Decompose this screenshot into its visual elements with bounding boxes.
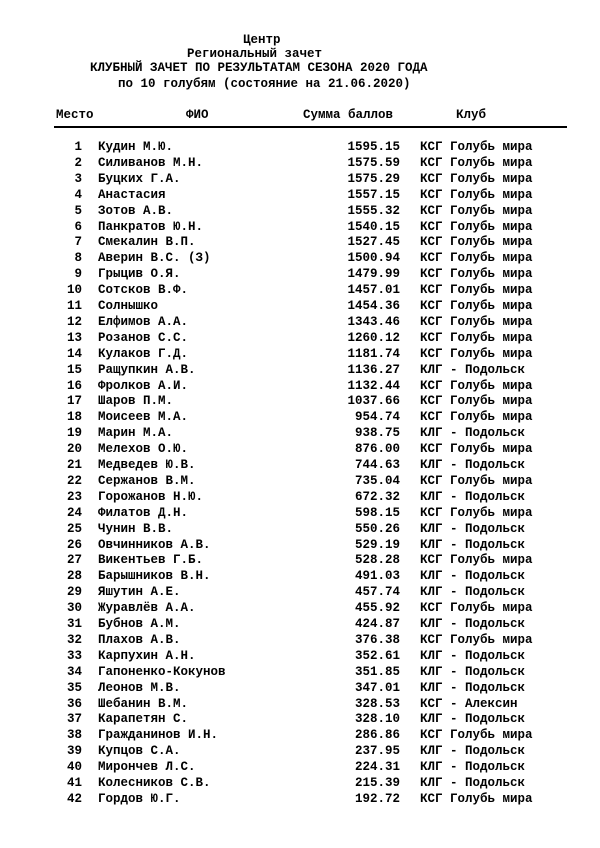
row-place: 11 bbox=[66, 299, 82, 313]
row-club: КСГ Голубь мира bbox=[420, 219, 533, 234]
row-score: 1575.59 bbox=[347, 155, 400, 170]
row-club: КЛГ - Подольск bbox=[420, 680, 526, 695]
row-name: Купцов С.А. bbox=[98, 744, 181, 759]
row-club: КСГ Голубь мира bbox=[420, 171, 533, 186]
row-name: Аверин В.С. (З) bbox=[98, 251, 211, 266]
header-center: Центр bbox=[243, 33, 281, 47]
row-place: 30 bbox=[66, 601, 82, 616]
row-score: 1132.44 bbox=[347, 378, 400, 393]
table-row bbox=[0, 553, 600, 569]
row-place: 41 bbox=[66, 776, 82, 790]
row-club: КСГ Голубь мира bbox=[420, 346, 533, 361]
row-name: Яшутин А.Е. bbox=[98, 585, 181, 600]
row-place: 9 bbox=[74, 267, 82, 282]
row-club: КСГ Голубь мира bbox=[420, 140, 533, 154]
column-header-club: Клуб bbox=[456, 108, 487, 122]
row-club: КЛГ - Подольск bbox=[420, 537, 526, 552]
header-subtitle: по 10 голубям (состояние на 21.06.2020) bbox=[118, 77, 411, 91]
row-name: Горожанов Н.Ю. bbox=[98, 489, 204, 504]
table-row bbox=[0, 156, 600, 172]
table-row bbox=[0, 601, 600, 617]
row-club: КЛГ - Подольск bbox=[420, 585, 526, 600]
row-name: Барышников В.Н. bbox=[98, 569, 211, 584]
table-row bbox=[0, 220, 600, 236]
row-club: КЛГ - Подольск bbox=[420, 521, 526, 536]
table-row bbox=[0, 665, 600, 681]
table-row bbox=[0, 728, 600, 744]
row-name: Фролков А.И. bbox=[98, 378, 189, 393]
row-score: 347.01 bbox=[354, 680, 400, 695]
row-place: 26 bbox=[66, 537, 82, 552]
row-name: Зотов А.В. bbox=[98, 203, 174, 218]
row-score: 352.61 bbox=[354, 648, 400, 663]
table-row bbox=[0, 538, 600, 554]
row-name: Мирончев Л.С. bbox=[98, 760, 196, 775]
row-place: 2 bbox=[74, 155, 82, 170]
table-row bbox=[0, 363, 600, 379]
row-score: 1454.36 bbox=[347, 299, 400, 313]
header-title: КЛУБНЫЙ ЗАЧЕТ ПО РЕЗУЛЬТАТАМ СЕЗОНА 2020 ГОДА bbox=[90, 61, 428, 75]
row-place: 1 bbox=[74, 140, 82, 154]
table-row bbox=[0, 712, 600, 728]
row-place: 24 bbox=[66, 505, 82, 520]
row-club: КСГ Голубь мира bbox=[420, 442, 533, 457]
row-name: Викентьев Г.Б. bbox=[98, 553, 204, 568]
row-club: КСГ Голубь мира bbox=[420, 235, 533, 250]
row-name: Розанов С.С. bbox=[98, 330, 189, 345]
row-place: 8 bbox=[74, 251, 82, 266]
table-row bbox=[0, 649, 600, 665]
row-name: Панкратов Ю.Н. bbox=[98, 219, 204, 234]
column-header-score: Сумма баллов bbox=[303, 108, 394, 122]
row-club: КСГ Голубь мира bbox=[420, 187, 533, 202]
row-place: 17 bbox=[66, 394, 82, 409]
table-row bbox=[0, 251, 600, 267]
row-club: КСГ Голубь мира bbox=[420, 251, 533, 266]
row-place: 19 bbox=[66, 426, 82, 441]
row-club: КСГ Голубь мира bbox=[420, 632, 533, 647]
table-row bbox=[0, 506, 600, 522]
row-score: 1557.15 bbox=[347, 187, 400, 202]
row-score: 1136.27 bbox=[347, 362, 400, 377]
row-club: КЛГ - Подольск bbox=[420, 458, 526, 472]
row-place: 33 bbox=[66, 648, 82, 663]
row-name: Чунин В.В. bbox=[98, 521, 174, 536]
row-name: Марин М.А. bbox=[98, 426, 174, 441]
row-club: КСГ Голубь мира bbox=[420, 267, 533, 282]
table-row bbox=[0, 331, 600, 347]
column-header-name: ФИО bbox=[186, 108, 209, 122]
row-name: Журавлёв А.А. bbox=[98, 601, 196, 616]
row-score: 424.87 bbox=[354, 617, 400, 631]
row-place: 10 bbox=[66, 283, 82, 298]
row-score: 1343.46 bbox=[347, 314, 400, 329]
table-row bbox=[0, 776, 600, 792]
row-score: 876.00 bbox=[354, 442, 400, 457]
row-name: Гражданинов И.Н. bbox=[98, 728, 219, 743]
row-club: КСГ Голубь мира bbox=[420, 410, 533, 425]
row-club: КЛГ - Подольск bbox=[420, 569, 526, 584]
table-row bbox=[0, 188, 600, 204]
row-score: 457.74 bbox=[354, 585, 400, 600]
table-row bbox=[0, 681, 600, 697]
table-row bbox=[0, 522, 600, 538]
row-club: КСГ - Алексин bbox=[420, 696, 518, 711]
column-header-place: Место bbox=[56, 108, 94, 122]
row-name: Карпухин А.Н. bbox=[98, 648, 196, 663]
row-score: 328.10 bbox=[354, 712, 400, 727]
row-place: 38 bbox=[66, 728, 82, 743]
row-name: Моисеев М.А. bbox=[98, 410, 189, 425]
row-name: Шаров П.М. bbox=[98, 394, 174, 409]
row-score: 954.74 bbox=[354, 410, 400, 425]
row-club: КСГ Голубь мира bbox=[420, 314, 533, 329]
row-score: 1595.15 bbox=[347, 140, 400, 154]
row-name: Буцких Г.А. bbox=[98, 171, 181, 186]
row-name: Гапоненко-Кокунов bbox=[98, 664, 226, 679]
row-place: 14 bbox=[66, 346, 82, 361]
table-row bbox=[0, 299, 600, 315]
row-name: Смекалин В.П. bbox=[98, 235, 196, 250]
row-name: Солнышко bbox=[98, 299, 159, 313]
table-row bbox=[0, 235, 600, 251]
row-place: 37 bbox=[66, 712, 82, 727]
row-score: 237.95 bbox=[354, 744, 400, 759]
row-name: Силиванов М.Н. bbox=[98, 155, 204, 170]
row-club: КЛГ - Подольск bbox=[420, 664, 526, 679]
row-place: 34 bbox=[66, 664, 82, 679]
table-row bbox=[0, 744, 600, 760]
row-place: 21 bbox=[66, 458, 82, 472]
row-name: Грыцив О.Я. bbox=[98, 267, 181, 282]
row-place: 31 bbox=[66, 617, 82, 631]
table-row bbox=[0, 697, 600, 713]
row-club: КЛГ - Подольск bbox=[420, 617, 526, 631]
row-score: 491.03 bbox=[354, 569, 400, 584]
row-club: КСГ Голубь мира bbox=[420, 283, 533, 298]
row-score: 550.26 bbox=[354, 521, 400, 536]
table-row bbox=[0, 474, 600, 490]
row-name: Медведев Ю.В. bbox=[98, 458, 196, 472]
table-row bbox=[0, 379, 600, 395]
row-score: 351.85 bbox=[354, 664, 400, 679]
header-region: Региональный зачет bbox=[187, 47, 323, 61]
row-place: 39 bbox=[66, 744, 82, 759]
row-name: Анастасия bbox=[98, 187, 166, 202]
row-score: 1575.29 bbox=[347, 171, 400, 186]
row-club: КСГ Голубь мира bbox=[420, 505, 533, 520]
row-place: 5 bbox=[74, 203, 82, 218]
row-name: Сержанов В.М. bbox=[98, 473, 196, 488]
table-row bbox=[0, 426, 600, 442]
table-row bbox=[0, 617, 600, 633]
row-score: 1500.94 bbox=[347, 251, 400, 266]
row-name: Мелехов О.Ю. bbox=[98, 442, 189, 457]
row-place: 32 bbox=[66, 632, 82, 647]
row-place: 18 bbox=[66, 410, 82, 425]
row-place: 22 bbox=[66, 473, 82, 488]
row-club: КЛГ - Подольск bbox=[420, 426, 526, 441]
row-place: 3 bbox=[74, 171, 82, 186]
row-place: 4 bbox=[74, 187, 82, 202]
header-divider bbox=[54, 126, 567, 128]
row-place: 13 bbox=[66, 330, 82, 345]
table-row bbox=[0, 585, 600, 601]
row-club: КСГ Голубь мира bbox=[420, 553, 533, 568]
table-row bbox=[0, 140, 600, 156]
row-club: КЛГ - Подольск bbox=[420, 744, 526, 759]
row-name: Сотсков В.Ф. bbox=[98, 283, 189, 298]
row-score: 1037.66 bbox=[347, 394, 400, 409]
table-row bbox=[0, 347, 600, 363]
table-row bbox=[0, 283, 600, 299]
row-place: 40 bbox=[66, 760, 82, 775]
row-place: 16 bbox=[66, 378, 82, 393]
row-score: 286.86 bbox=[354, 728, 400, 743]
row-score: 1527.45 bbox=[347, 235, 400, 250]
row-name: Ращупкин А.В. bbox=[98, 362, 196, 377]
row-place: 20 bbox=[66, 442, 82, 457]
row-name: Леонов М.В. bbox=[98, 680, 181, 695]
row-place: 7 bbox=[74, 235, 82, 250]
table-row bbox=[0, 267, 600, 283]
row-name: Бубнов А.М. bbox=[98, 617, 181, 631]
row-club: КСГ Голубь мира bbox=[420, 155, 533, 170]
row-score: 1479.99 bbox=[347, 267, 400, 282]
row-place: 27 bbox=[66, 553, 82, 568]
row-name: Карапетян С. bbox=[98, 712, 189, 727]
table-row bbox=[0, 458, 600, 474]
row-score: 455.92 bbox=[354, 601, 400, 616]
table-row bbox=[0, 569, 600, 585]
row-name: Колесников С.В. bbox=[98, 776, 211, 790]
row-score: 528.28 bbox=[354, 553, 400, 568]
row-name: Плахов А.В. bbox=[98, 632, 181, 647]
table-row bbox=[0, 315, 600, 331]
row-place: 23 bbox=[66, 489, 82, 504]
row-score: 735.04 bbox=[354, 473, 400, 488]
row-club: КЛГ - Подольск bbox=[420, 760, 526, 775]
row-place: 42 bbox=[66, 791, 82, 806]
row-club: КЛГ - Подольск bbox=[420, 776, 526, 790]
row-score: 224.31 bbox=[354, 760, 400, 775]
row-name: Овчинников А.В. bbox=[98, 537, 211, 552]
row-place: 35 bbox=[66, 680, 82, 695]
row-club: КСГ Голубь мира bbox=[420, 728, 533, 743]
row-score: 1540.15 bbox=[347, 219, 400, 234]
row-score: 215.39 bbox=[354, 776, 400, 790]
row-club: КСГ Голубь мира bbox=[420, 299, 533, 313]
row-score: 744.63 bbox=[354, 458, 400, 472]
row-club: КЛГ - Подольск bbox=[420, 712, 526, 727]
row-score: 328.53 bbox=[354, 696, 400, 711]
row-score: 598.15 bbox=[354, 505, 400, 520]
table-row bbox=[0, 633, 600, 649]
table-row bbox=[0, 792, 600, 808]
table-row bbox=[0, 490, 600, 506]
row-score: 1457.01 bbox=[347, 283, 400, 298]
row-club: КСГ Голубь мира bbox=[420, 791, 533, 806]
row-score: 1555.32 bbox=[347, 203, 400, 218]
row-score: 192.72 bbox=[354, 791, 400, 806]
row-score: 529.19 bbox=[354, 537, 400, 552]
row-name: Кудин М.Ю. bbox=[98, 140, 174, 154]
row-club: КСГ Голубь мира bbox=[420, 473, 533, 488]
row-club: КЛГ - Подольск bbox=[420, 648, 526, 663]
row-score: 1260.12 bbox=[347, 330, 400, 345]
table-row bbox=[0, 394, 600, 410]
row-name: Кулаков Г.Д. bbox=[98, 346, 189, 361]
row-name: Гордов Ю.Г. bbox=[98, 791, 181, 806]
row-score: 376.38 bbox=[354, 632, 400, 647]
row-club: КСГ Голубь мира bbox=[420, 330, 533, 345]
row-club: КСГ Голубь мира bbox=[420, 378, 533, 393]
row-club: КСГ Голубь мира bbox=[420, 203, 533, 218]
row-name: Филатов Д.Н. bbox=[98, 505, 189, 520]
row-club: КЛГ - Подольск bbox=[420, 362, 526, 377]
row-club: КЛГ - Подольск bbox=[420, 489, 526, 504]
table-row bbox=[0, 760, 600, 776]
row-club: КСГ Голубь мира bbox=[420, 601, 533, 616]
row-score: 1181.74 bbox=[347, 346, 400, 361]
row-place: 12 bbox=[66, 314, 82, 329]
row-club: КСГ Голубь мира bbox=[420, 394, 533, 409]
table-row bbox=[0, 410, 600, 426]
row-place: 29 bbox=[66, 585, 82, 600]
row-place: 15 bbox=[66, 362, 82, 377]
row-place: 6 bbox=[74, 219, 82, 234]
table-row bbox=[0, 442, 600, 458]
table-row bbox=[0, 204, 600, 220]
row-name: Елфимов А.А. bbox=[98, 314, 189, 329]
row-place: 25 bbox=[66, 521, 82, 536]
row-place: 36 bbox=[66, 696, 82, 711]
row-score: 672.32 bbox=[354, 489, 400, 504]
table-row bbox=[0, 172, 600, 188]
row-name: Шебанин В.М. bbox=[98, 696, 189, 711]
row-score: 938.75 bbox=[354, 426, 400, 441]
row-place: 28 bbox=[66, 569, 82, 584]
